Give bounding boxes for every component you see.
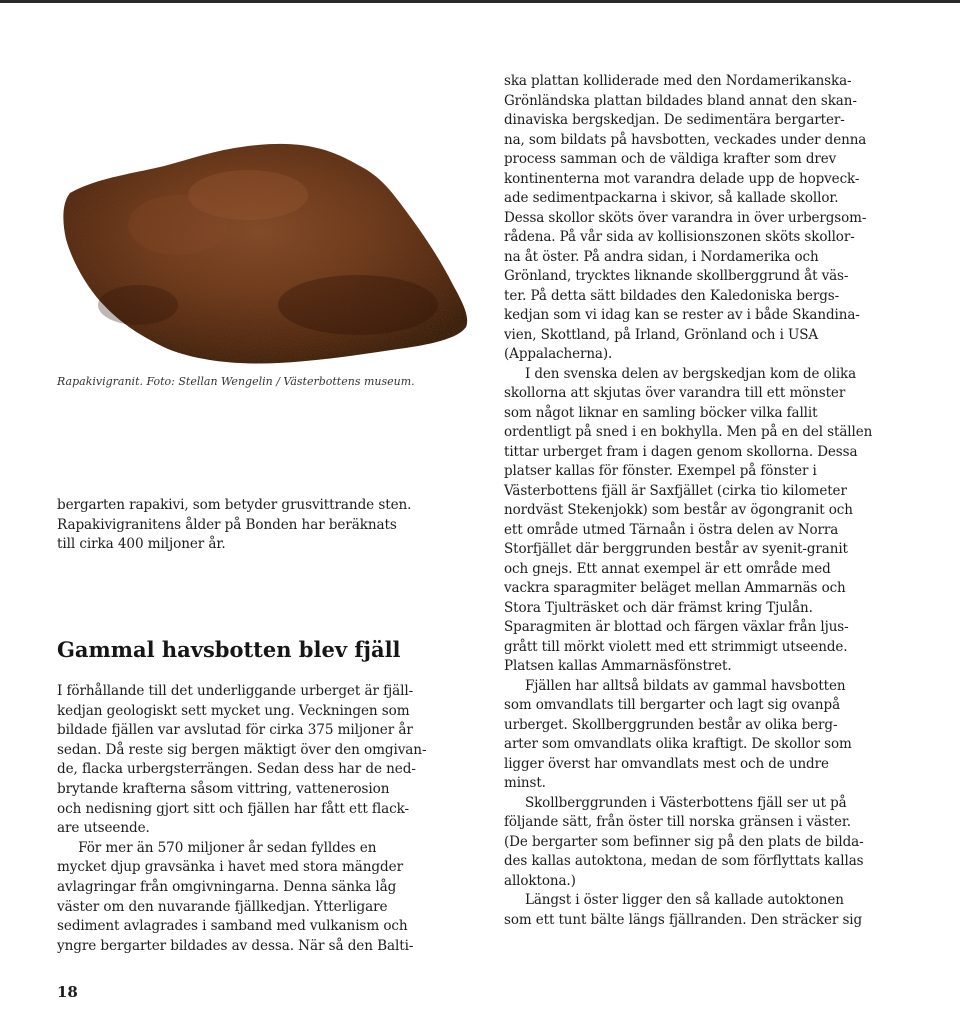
text-line: och nedisning gjort sitt och fjällen har fått ett flack- — [57, 800, 410, 817]
page-number: 18 — [57, 983, 78, 1001]
text-line: vien, Skottland, på Irland, Grönland och i USA — [504, 326, 819, 343]
text-line: kedjan som vi idag kan se rester av i både Skandina- — [504, 307, 860, 323]
text-line: ade sedimentpackarna i skivor, så kallade skollor. — [504, 190, 839, 206]
text-line: Rapakivigranitens ålder på Bonden har beräknats — [57, 516, 397, 533]
photo-caption: Rapakivigranit. Foto: Stellan Wengelin / Västerbottens museum. — [57, 375, 415, 388]
text-line: ter. På detta sätt bildades den Kaledoniska bergs- — [504, 287, 840, 304]
text-line: Grönländska plattan bildades bland annat den skan- — [504, 92, 857, 109]
text-line: des kallas autoktona, medan de som förflyttats kallas — [504, 853, 864, 869]
text-line: Storfjället där berggrunden består av syenit-granit — [504, 541, 848, 557]
text-line: sediment avlagrades i samband med vulkanism och — [57, 918, 408, 935]
text-line: I den svenska delen av bergskedjan kom de olika — [504, 365, 857, 382]
text-line: som ett tunt bälte längs fjällranden. Den sträcker sig — [504, 911, 863, 928]
text-line: nordväst Stekenjokk) som består av ögongranit och — [504, 502, 853, 518]
text-line: kontinenterna mot varandra delade upp de hopveck- — [504, 170, 860, 187]
text-line: brytande krafterna såsom vittring, vattenerosion — [57, 780, 390, 797]
text-line: Längst i öster ligger den så kallade autoktonen — [504, 892, 844, 908]
text-line: mycket djup gravsänka i havet med stora mängder — [57, 859, 403, 876]
text-line: väster om den nuvarande fjällkedjan. Ytterligare — [57, 898, 388, 915]
text-line: tittar urberget fram i dagen genom skollorna. Dessa — [504, 443, 858, 460]
text-line: bildade fjällen var avslutad för cirka 375 miljoner år — [57, 722, 413, 739]
text-line: som något liknar en samling böcker vilka fallit — [504, 404, 818, 421]
text-line: Dessa skollor sköts över varandra in över urbergsom- — [504, 209, 867, 226]
text-line: Fjällen har alltså bildats av gammal havsbotten — [504, 677, 846, 694]
text-line: minst. — [504, 775, 546, 791]
text-line: avlagringar från omgivningarna. Denna sänka låg — [57, 878, 397, 895]
text-line: de, flacka urbergsterrängen. Sedan dess har de ned- — [57, 761, 416, 778]
text-line: kedjan geologiskt sett mycket ung. Veckningen som — [57, 702, 410, 719]
text-line: Sparagmiten är blottad och färgen växlar från ljus- — [504, 619, 849, 635]
text-line: (Appalacherna). — [504, 346, 613, 362]
text-line: Grönland, trycktes liknande skollberggrund åt väs- — [504, 268, 849, 284]
text-line: rådena. På vår sida av kollisionszonen sköts skollor- — [504, 229, 855, 245]
text-line: I förhållande till det underliggande urberget är fjäll- — [57, 683, 414, 699]
text-line: (De bergarter som befinner sig på den plats de bilda- — [504, 833, 864, 850]
text-line: are utseende. — [57, 820, 150, 837]
section-heading: Gammal havsbotten blev fjäll — [57, 637, 401, 662]
text-line: till cirka 400 miljoner år. — [57, 536, 226, 553]
text-line: Skollberggrunden i Västerbottens fjäll ser ut på — [504, 794, 847, 811]
text-line: ett område utmed Tärnaån i östra delen av Norra — [504, 521, 839, 538]
text-line: sedan. Då reste sig bergen mäktigt över den omgivan- — [57, 741, 427, 758]
text-line: arter som omvandlats olika kraftigt. De skollor som — [504, 736, 852, 752]
top-rule — [0, 0, 960, 3]
text-line: bergarten rapakivi, som betyder grusvittrande sten. — [57, 497, 412, 513]
text-line: För mer än 570 miljoner år sedan fylldes en — [57, 839, 377, 856]
right-column-text — [504, 72, 912, 930]
text-line: dinaviska bergskedjan. De sedimentära bergarter- — [504, 112, 845, 128]
text-line: Västerbottens fjäll är Saxfjället (cirka tio kilometer — [504, 482, 847, 499]
text-line: ordentligt på sned i en bokhylla. Men på en del ställen — [504, 424, 873, 440]
text-line: följande sätt, från öster till norska gränsen i väster. — [504, 814, 851, 830]
text-line: som omvandlats till bergarter och lagt sig ovanpå — [504, 697, 841, 713]
text-line: vackra sparagmiter beläget mellan Ammarnäs och — [504, 580, 846, 596]
rapakivi-granite-photo — [58, 135, 478, 370]
text-line: och gnejs. Ett annat exempel är ett område med — [504, 560, 831, 577]
text-line: ska plattan kolliderade med den Nordamerikanska- — [504, 73, 852, 89]
intro-paragraph — [57, 496, 477, 555]
text-line: na åt öster. På andra sidan, i Nordamerika och — [504, 248, 819, 265]
text-line: grått till mörkt violett med ett strimmigt utseende. — [504, 638, 848, 655]
text-line: alloktona.) — [504, 872, 576, 889]
text-line: skollorna att skjutas över varandra till ett mönster — [504, 385, 846, 401]
text-line: yngre bergarter bildades av dessa. När så den Balti- — [57, 937, 414, 954]
text-line: process samman och de väldiga krafter som drev — [504, 151, 837, 167]
text-line: na, som bildats på havsbotten, veckades under denna — [504, 131, 867, 148]
text-line: Stora Tjulträsket och där främst kring Tjulån. — [504, 599, 813, 616]
left-column-text — [57, 682, 477, 956]
text-line: platser kallas för fönster. Exempel på fönster i — [504, 463, 817, 479]
text-line: urberget. Skollberggrunden består av olika berg- — [504, 716, 838, 733]
text-line: Platsen kallas Ammarnäsfönstret. — [504, 658, 732, 674]
text-line: ligger överst har omvandlats mest och de undre — [504, 755, 829, 772]
